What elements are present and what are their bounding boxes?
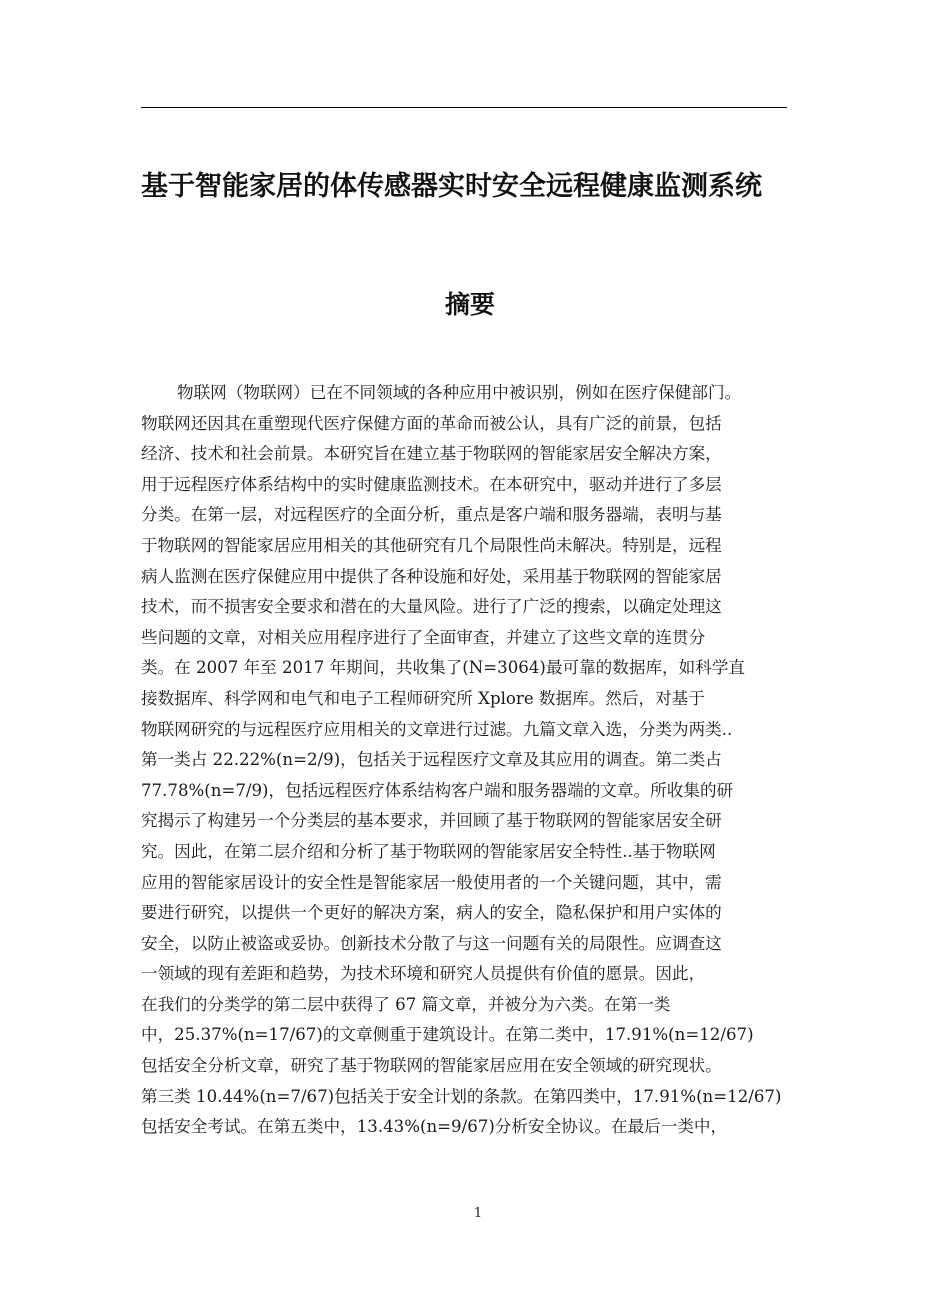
- abstract-line: 于物联网的智能家居应用相关的其他研究有几个局限性尚未解决。特别是，远程: [141, 535, 722, 555]
- abstract-line: 些问题的文章，对相关应用程序进行了全面审查，并建立了这些文章的连贯分: [141, 627, 706, 647]
- page-number: 1: [473, 1206, 483, 1221]
- abstract-line: 病人监测在医疗保健应用中提供了各种设施和好处，采用基于物联网的智能家居: [141, 566, 722, 586]
- header-rule: [141, 107, 787, 108]
- abstract-line: 包括安全分析文章，研究了基于物联网的智能家居应用在安全领域的研究现状。: [141, 1056, 722, 1076]
- abstract-line: 物联网（物联网）已在不同领域的各种应用中被识别，例如在医疗保健部门。: [177, 383, 742, 402]
- abstract-line: 接数据库、科学网和电气和电子工程师研究所 Xplore 数据库。然后，对基于: [141, 688, 705, 708]
- document-title: 基于智能家居的体传感器实时安全远程健康监测系统: [141, 171, 762, 202]
- abstract-body: [141, 378, 793, 1143]
- abstract-line: 应用的智能家居设计的安全性是智能家居一般使用者的一个关键问题，其中，需: [141, 872, 722, 892]
- abstract-line: 用于远程医疗体系结构中的实时健康监测技术。在本研究中，驱动并进行了多层: [141, 474, 722, 494]
- abstract-line: 经济、技术和社会前景。本研究旨在建立基于物联网的智能家居安全解决方案，: [141, 444, 722, 464]
- abstract-line: 第三类 10.44%(n=7/67)包括关于安全计划的条款。在第四类中，17.91%(n=12/67): [141, 1086, 782, 1106]
- abstract-line: 一领域的现有差距和趋势，为技术环境和研究人员提供有价值的愿景。因此，: [141, 964, 706, 984]
- abstract-line: 在我们的分类学的第二层中获得了 67 篇文章，并被分为六类。在第一类: [141, 994, 671, 1014]
- abstract-line: 安全，以防止被盗或妥协。创新技术分散了与这一问题有关的局限性。应调查这: [141, 933, 722, 953]
- abstract-line: 分类。在第一层，对远程医疗的全面分析，重点是客户端和服务器端，表明与基: [141, 505, 722, 525]
- abstract-line: 中，25.37%(n=17/67)的文章侧重于建筑设计。在第二类中，17.91%(n=12/67): [141, 1025, 754, 1045]
- abstract-line: 包括安全考试。在第五类中，13.43%(n=9/67)分析安全协议。在最后一类中，: [141, 1117, 728, 1137]
- abstract-line: 要进行研究，以提供一个更好的解决方案，病人的安全，隐私保护和用户实体的: [141, 903, 722, 923]
- abstract-line: 类。在 2007 年至 2017 年期间，共收集了(N=3064)最可靠的数据库，如科学直: [141, 658, 746, 678]
- abstract-line: 第一类占 22.22%(n=2/9)，包括关于远程医疗文章及其应用的调查。第二类占: [141, 750, 722, 770]
- abstract-line: 究。因此，在第二层介绍和分析了基于物联网的智能家居安全特性..基于物联网: [141, 841, 716, 861]
- abstract-line: 物联网还因其在重塑现代医疗保健方面的革命而被公认，具有广泛的前景，包括: [141, 413, 722, 433]
- abstract-line: 物联网研究的与远程医疗应用相关的文章进行过滤。九篇文章入选，分类为两类..: [141, 719, 733, 739]
- abstract-line: 77.78%(n=7/9)，包括远程医疗体系结构客户端和服务器端的文章。所收集的研: [141, 780, 734, 800]
- abstract-line: 技术，而不损害安全要求和潜在的大量风险。进行了广泛的搜索，以确定处理这: [141, 597, 722, 617]
- abstract-heading: 摘要: [444, 290, 495, 319]
- abstract-line: 究揭示了构建另一个分类层的基本要求，并回顾了基于物联网的智能家居安全研: [141, 811, 722, 831]
